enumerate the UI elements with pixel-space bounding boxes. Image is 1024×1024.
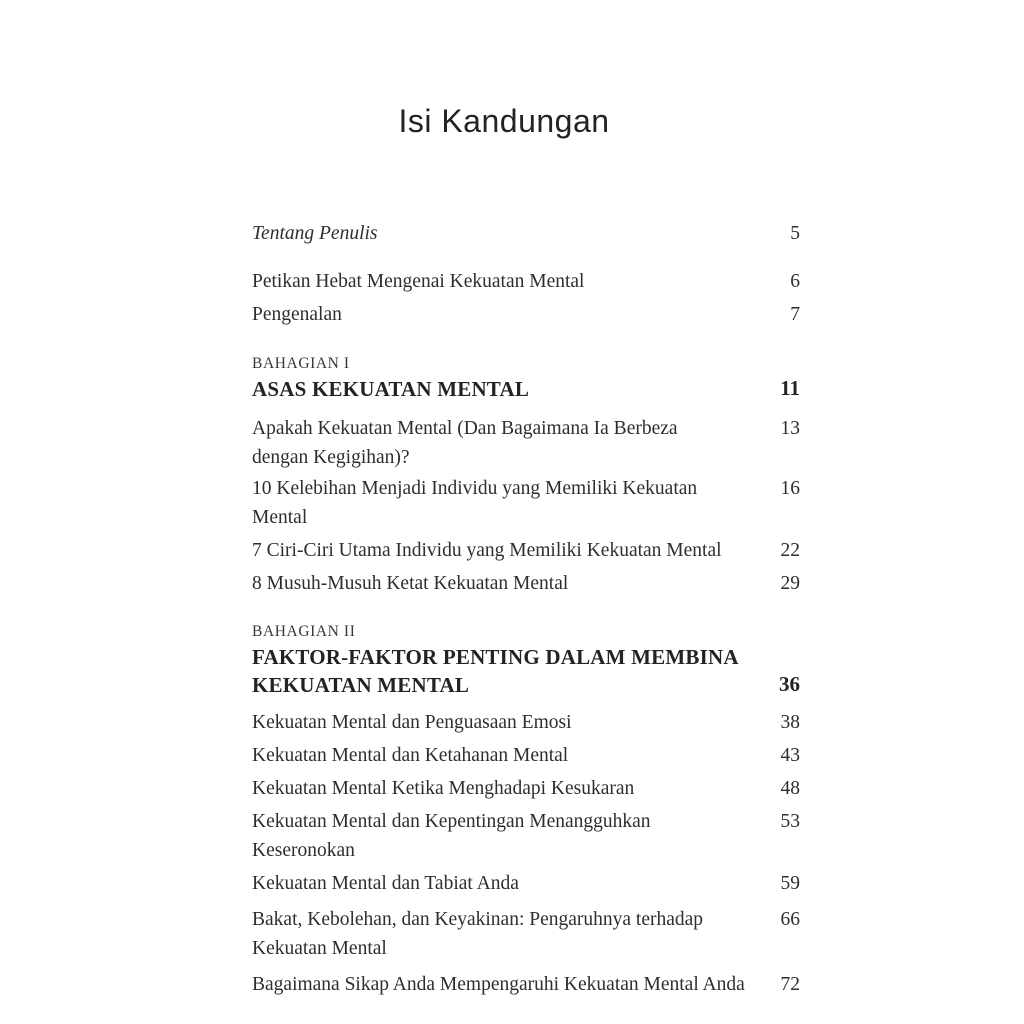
table-of-contents [252,219,800,1003]
toc-entry-title: Pengenalan [252,304,342,325]
toc-entry [252,536,800,565]
toc-entry-page: 5 [790,223,800,244]
toc-entry [252,970,800,999]
toc-section-title: ASAS KEKUATAN MENTAL [252,377,530,401]
toc-section-title-line2: KEKUATAN MENTAL [252,673,470,697]
toc-entry-title-line2: Kekuatan Mental [252,938,387,959]
toc-entry [252,474,800,532]
toc-entry-title: Kekuatan Mental dan Penguasaan Emosi [252,712,572,733]
toc-entry [252,219,800,248]
toc-entry-page: 16 [780,478,800,499]
toc-entry-title: 7 Ciri-Ciri Utama Individu yang Memiliki Kekuatan Mental [252,540,722,561]
toc-entry-page: 7 [790,304,800,325]
toc-entry-page: 38 [780,712,800,733]
toc-entry-title: Bakat, Kebolehan, dan Keyakinan: Pengaruhnya terhadap [252,909,704,930]
toc-entry [252,300,800,329]
toc-entry-page: 36 [779,672,800,696]
toc-entry [252,569,800,598]
toc-entry-page: 11 [780,376,800,400]
toc-entry-title: Apakah Kekuatan Mental (Dan Bagaimana Ia Berbeza [252,418,678,439]
toc-entry-title: Tentang Penulis [252,223,378,244]
toc-entry-page: 59 [780,873,800,894]
toc-entry-title: Bagaimana Sikap Anda Mempengaruhi Kekuatan Mental Anda [252,974,745,995]
toc-entry-page: 53 [780,811,800,832]
toc-entry [252,905,800,963]
toc-entry-title: Kekuatan Mental dan Tabiat Anda [252,873,519,894]
toc-section-eyebrow: BAHAGIAN I [252,355,350,372]
toc-entry-page: 29 [780,573,800,594]
toc-entry-page: 48 [780,778,800,799]
toc-entry-page: 22 [780,540,800,561]
toc-section-title: FAKTOR-FAKTOR PENTING DALAM MEMBINA [252,645,739,669]
toc-entry-page: 13 [780,418,800,439]
toc-entry [252,414,800,472]
toc-entry-title: Petikan Hebat Mengenai Kekuatan Mental [252,271,585,292]
toc-entry-title-line2: dengan Kegigihan)? [252,447,410,468]
toc-section-heading [252,621,800,699]
toc-entry-page: 72 [780,974,800,995]
page-title: Isi Kandungan [398,103,610,139]
toc-entry-page: 6 [790,271,800,292]
toc-entry [252,869,800,898]
toc-entry-title: Kekuatan Mental Ketika Menghadapi Kesukaran [252,778,635,799]
toc-entry-title: Kekuatan Mental dan Ketahanan Mental [252,745,569,766]
toc-entry [252,708,800,737]
toc-entry-page: 66 [780,909,800,930]
toc-entry [252,807,800,865]
toc-section-eyebrow: BAHAGIAN II [252,623,356,640]
toc-entry [252,267,800,296]
toc-section-heading [252,353,800,403]
toc-entry-title: 8 Musuh-Musuh Ketat Kekuatan Mental [252,573,569,594]
toc-entry-title: Kekuatan Mental dan Kepentingan Menangguhkan Keseronokan [252,811,651,861]
toc-entry-title: 10 Kelebihan Menjadi Individu yang Memiliki Kekuatan Mental [252,478,698,528]
toc-entry [252,741,800,770]
toc-entry-page: 43 [780,745,800,766]
toc-entry [252,774,800,803]
